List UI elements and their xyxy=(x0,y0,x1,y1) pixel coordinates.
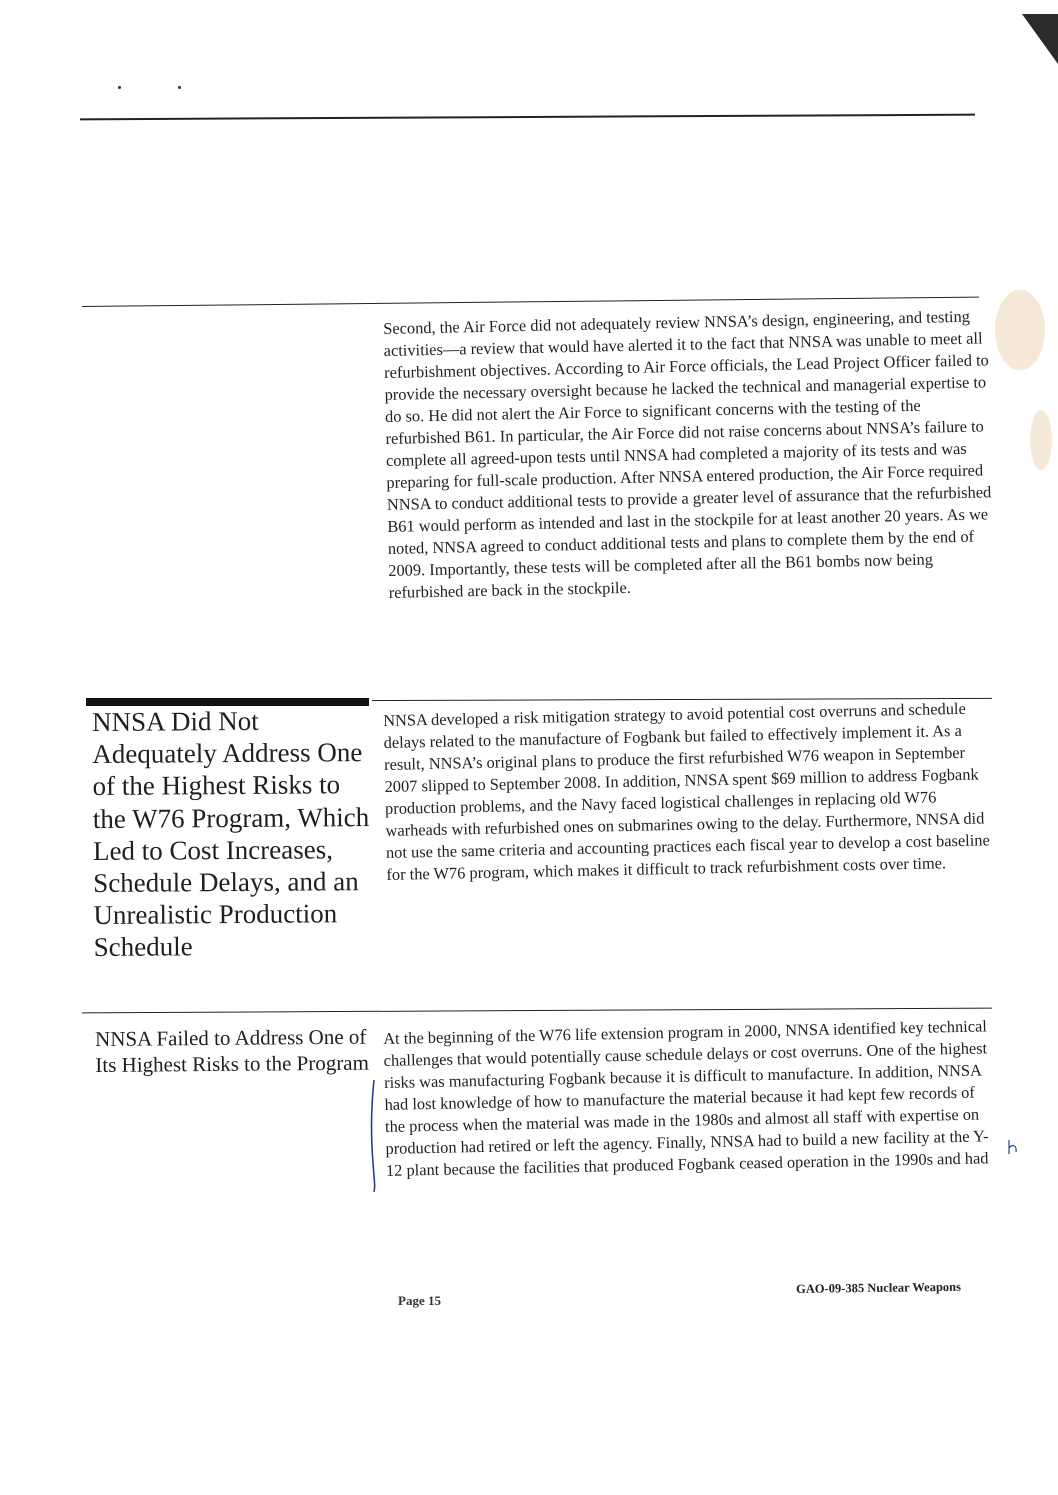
body-paragraph xyxy=(383,305,999,604)
body-paragraph xyxy=(383,1015,996,1182)
paragraph-text: At the beginning of the W76 life extension program in 2000, NNSA identified key technical challenges that would potentially cause schedule delays or cost overruns. One of the highest risks was manufacturing Fogbank because it is difficult to manufacture. In addition, NNSA had lost knowledge of how to manufacture the material because it had kept few records of the process when the material was made in the 1980s and almost all staff with expertise on production had retired or left the agency. Finally, NNSA had to build a new facility at the Y-12 plant because the facilities that produced Fogbank ceased operation in the 1990s and had xyxy=(383,1016,989,1180)
section-heading: NNSA Did Not Adequately Address One of the Highest Risks to the W76 Program, Which Led to Cost Increases, Schedule Delays, and an Unrealistic Production Schedule xyxy=(92,705,370,963)
report-identifier: GAO-09-385 Nuclear Weapons xyxy=(796,1279,962,1296)
page-number: Page 15 xyxy=(398,1293,441,1308)
scan-speck xyxy=(178,86,181,89)
paper-stain xyxy=(1030,410,1052,470)
paragraph-text: Second, the Air Force did not adequately review NNSA’s design, engineering, and testing activities—a review that would have alerted it to the fact that NNSA was unable to meet all refurbishment objectives. According to Air Force officials, the Lead Project Officer failed to provide the necessary oversight because he lacked the technical and managerial expertise to do so. He did not alert the Air Force to significant concerns with the testing of the refurbished B61. In particular, the Air Force did not raise concerns about NNSA’s failure to complete all agreed-upon tests until NNSA had completed a majority of its tests and was preparing for full-scale production. After NNSA entered production, the Air Force required NNSA to conduct additional tests to provide a greater level of assurance that the refurbished B61 would perform as intended and last in the stockpile for at least another 20 years. As we noted, NNSA agreed to conduct additional tests and plans to complete them by the end of 2009. Importantly, these tests will be completed after all the B61 bombs now being refurbished are back in the stockpile. xyxy=(383,306,992,602)
header-rule xyxy=(80,114,975,121)
paper-stain xyxy=(995,290,1045,370)
subsection-heading: NNSA Failed to Address One of Its Highest Risks to the Program xyxy=(95,1024,370,1077)
scan-speck xyxy=(118,86,121,89)
section-rule xyxy=(82,1008,992,1014)
scan-corner-mark xyxy=(1022,14,1058,64)
paragraph-text: NNSA developed a risk mitigation strategy to avoid potential cost overruns and schedule delays related to the manufacture of Fogbank but failed to effectively implement it. As a result, NNSA’s original plans to produce the first refurbished W76 weapon in September 2007 slipped to September 2008. In addition, NNSA spent $69 million to address Fogbank production problems, and the Navy faced logistical challenges in replacing old W76 warheads with refurbished ones on submarines owing to the delay. Furthermore, NNSA did not use the same criteria and accounting practices each fiscal year to develop a cost baseline for the W76 program, which makes it difficult to track refurbishment costs over time. xyxy=(383,698,990,884)
section-rule xyxy=(82,297,979,307)
body-paragraph xyxy=(383,697,997,886)
handwritten-margin-line xyxy=(364,1078,384,1194)
handwritten-scribble xyxy=(1004,1136,1024,1158)
